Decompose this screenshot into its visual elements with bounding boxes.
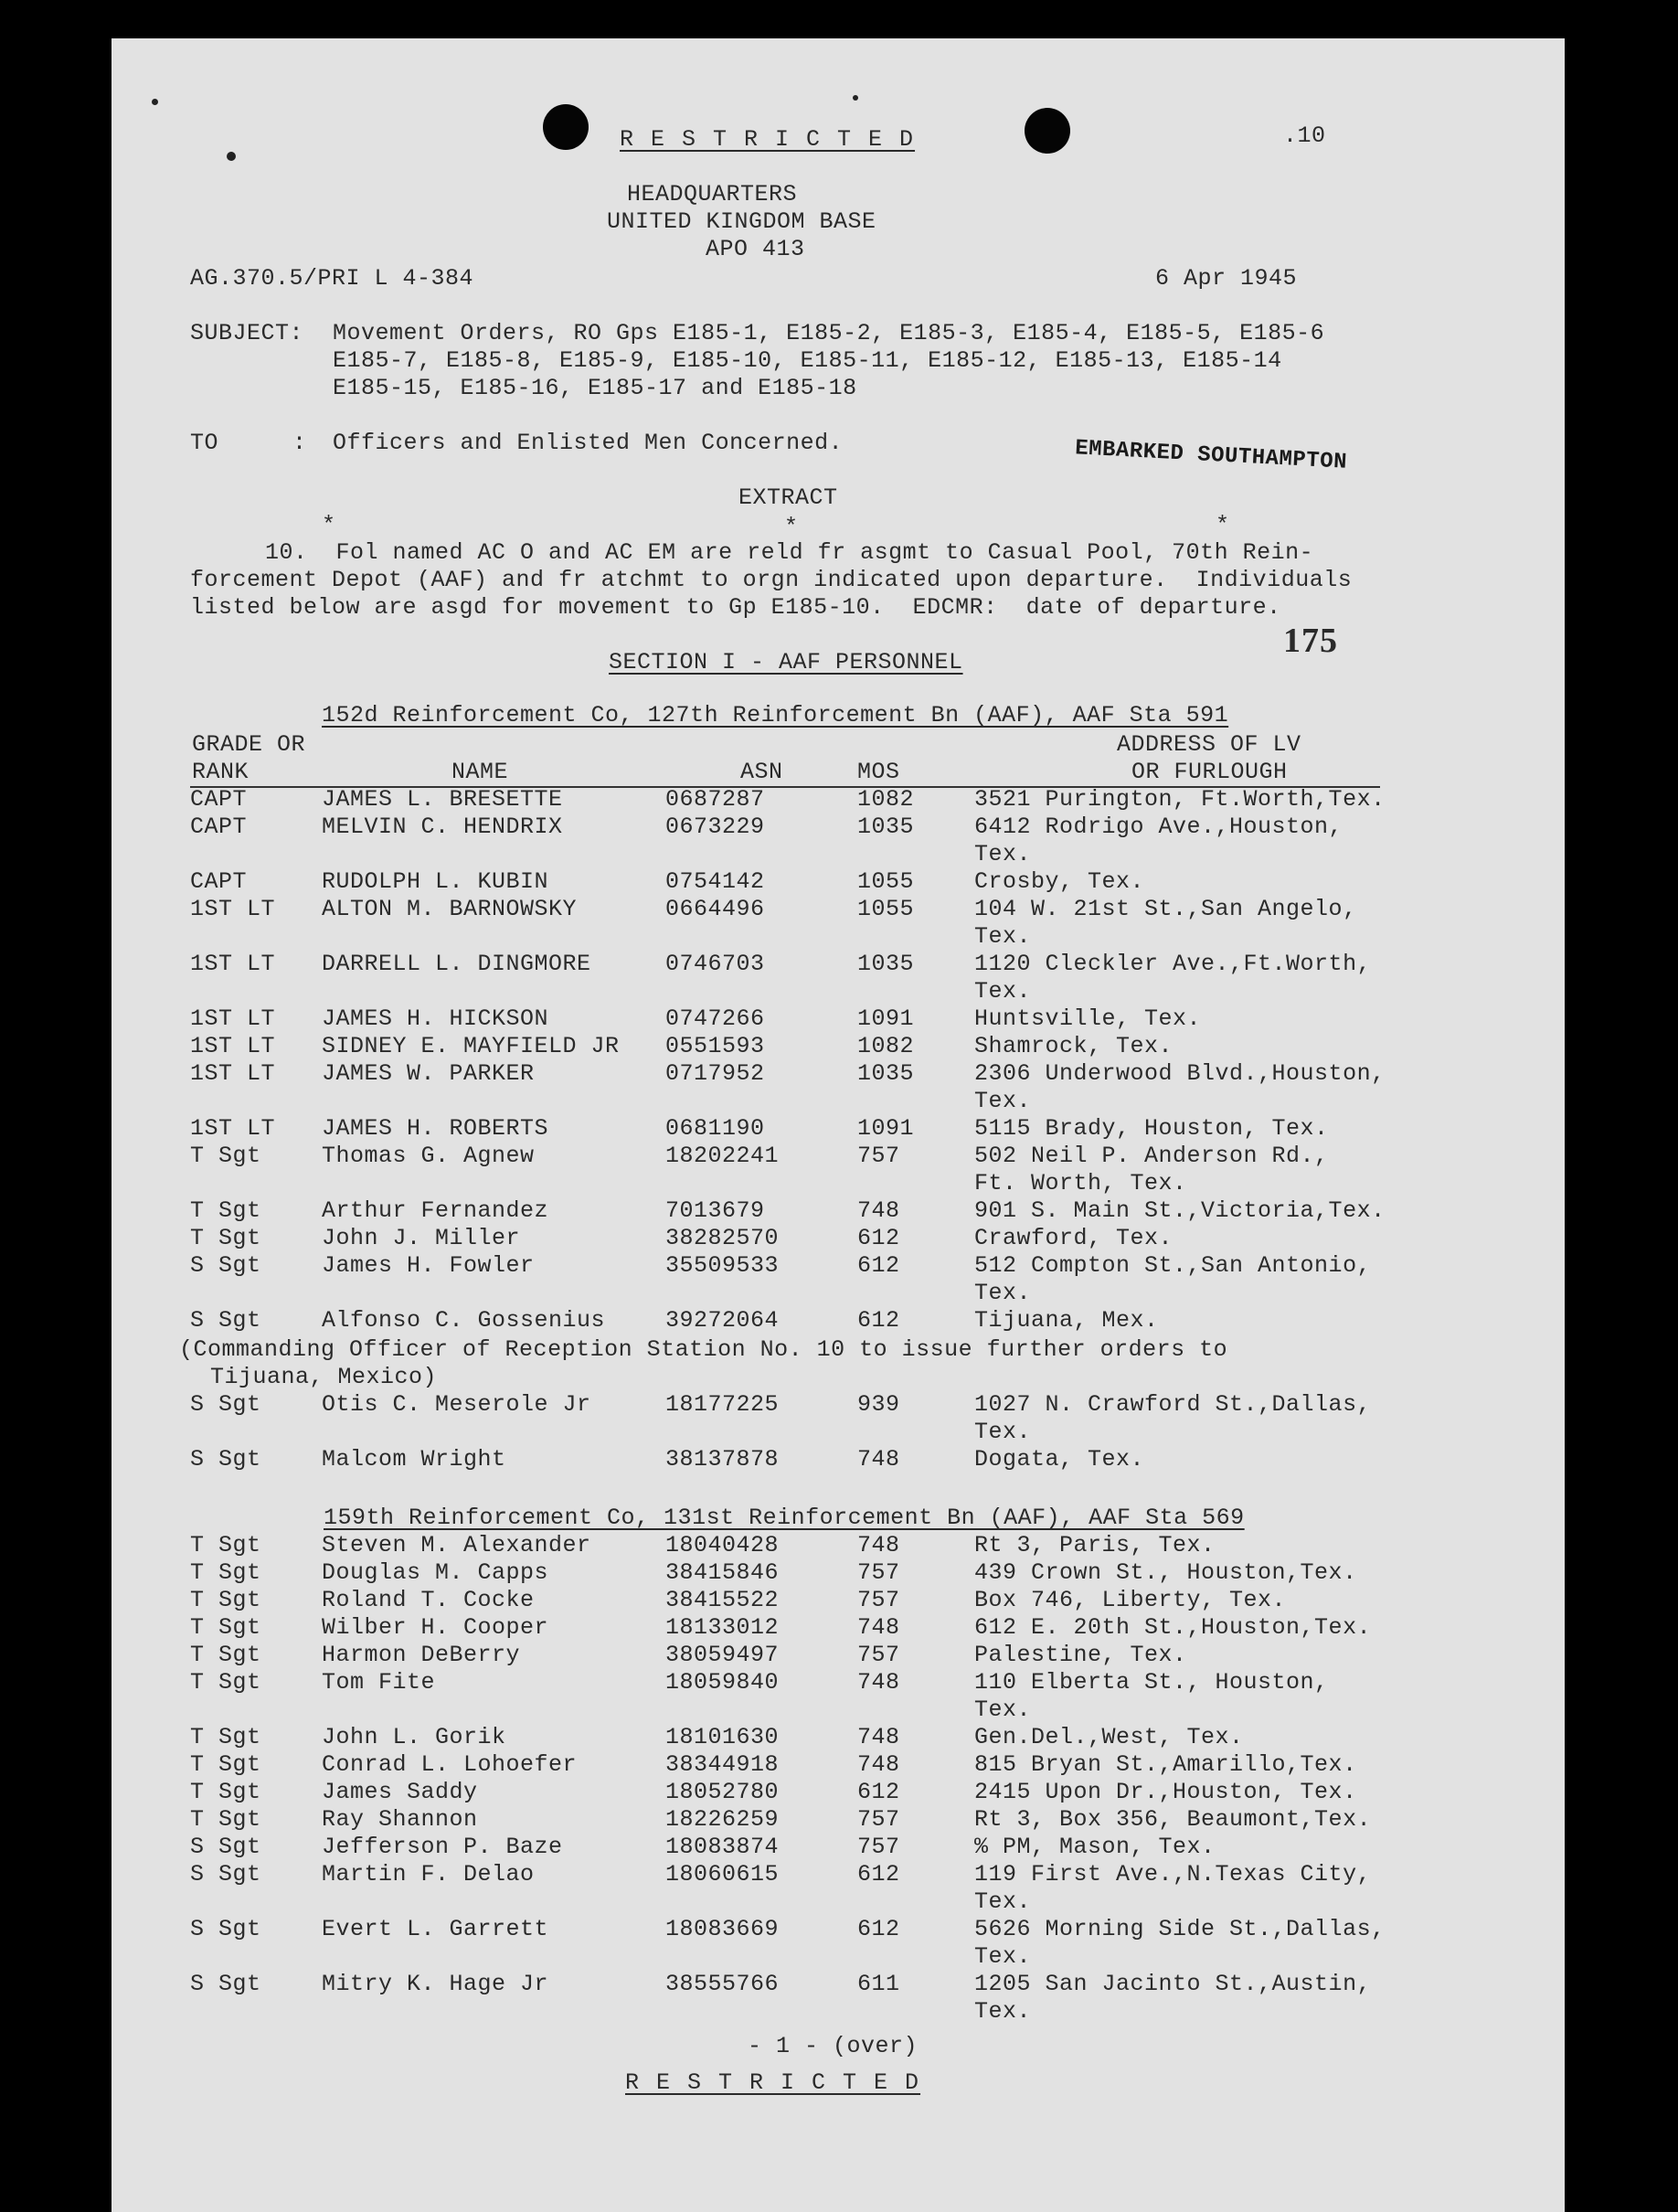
cell-addr-continued: Tex. — [974, 978, 1032, 1005]
subject-line-2: E185-7, E185-8, E185-9, E185-10, E185-11, E185-12, E185-13, E185-14 — [333, 347, 1282, 374]
col-header-address-2: OR FURLOUGH — [1131, 759, 1288, 785]
cell-addr-continued: Tex. — [974, 1998, 1032, 2025]
cell-name: Harmon DeBerry — [322, 1642, 521, 1668]
cell-addr: 439 Crown St., Houston,Tex. — [974, 1559, 1357, 1586]
cell-mos: 748 — [857, 1614, 900, 1641]
cell-asn: 39272064 — [665, 1307, 780, 1334]
cell-mos: 1091 — [857, 1115, 915, 1142]
cell-addr: Shamrock, Tex. — [974, 1033, 1174, 1059]
cell-asn: 0717952 — [665, 1060, 765, 1087]
hq-line-1: HEADQUARTERS — [627, 181, 798, 207]
cell-mos: 748 — [857, 1532, 900, 1558]
cell-addr: Crosby, Tex. — [974, 868, 1145, 895]
cell-name: John L. Gorik — [322, 1724, 506, 1750]
cell-grade: 1ST LT — [190, 1115, 276, 1142]
cell-name: Evert L. Garrett — [322, 1916, 549, 1942]
cell-addr: 1120 Cleckler Ave.,Ft.Worth, — [974, 951, 1372, 977]
note-line-2: Tijuana, Mexico) — [210, 1364, 438, 1390]
cell-mos: 757 — [857, 1642, 900, 1668]
cell-addr-continued: Tex. — [974, 923, 1032, 950]
cell-name: Roland T. Cocke — [322, 1587, 535, 1613]
cell-name: Tom Fite — [322, 1669, 436, 1696]
cell-addr-continued: Ft. Worth, Tex. — [974, 1170, 1187, 1196]
cell-asn: 0681190 — [665, 1115, 765, 1142]
cell-mos: 757 — [857, 1559, 900, 1586]
cell-mos: 748 — [857, 1446, 900, 1473]
unit-heading-1: 152d Reinforcement Co, 127th Reinforcement Bn (AAF), AAF Sta 591 — [322, 702, 1229, 728]
cell-grade: T Sgt — [190, 1532, 261, 1558]
cell-addr: 2306 Underwood Blvd.,Houston, — [974, 1060, 1386, 1087]
cell-asn: 0754142 — [665, 868, 765, 895]
cell-asn: 38555766 — [665, 1971, 780, 1997]
cell-mos: 748 — [857, 1751, 900, 1778]
cell-grade: T Sgt — [190, 1806, 261, 1833]
cell-addr: Palestine, Tex. — [974, 1642, 1187, 1668]
cell-mos: 1035 — [857, 814, 915, 840]
cell-asn: 0746703 — [665, 951, 765, 977]
document-date: 6 Apr 1945 — [1155, 265, 1298, 292]
col-header-mos: MOS — [857, 759, 900, 785]
cell-asn: 0664496 — [665, 896, 765, 922]
cell-addr-continued: Tex. — [974, 1419, 1032, 1445]
hq-line-2: UNITED KINGDOM BASE — [607, 208, 876, 235]
cell-name: James Saddy — [322, 1779, 478, 1805]
cell-addr: 2415 Upon Dr.,Houston, Tex. — [974, 1779, 1357, 1805]
cell-name: James H. Fowler — [322, 1252, 535, 1279]
cell-mos: 748 — [857, 1197, 900, 1224]
cell-addr: 512 Compton St.,San Antonio, — [974, 1252, 1372, 1279]
cell-asn: 38059497 — [665, 1642, 780, 1668]
cell-mos: 612 — [857, 1916, 900, 1942]
cell-asn: 18202241 — [665, 1143, 780, 1169]
restricted-top: R E S T R I C T E D — [620, 126, 916, 153]
unit-heading-2: 159th Reinforcement Co, 131st Reinforcement Bn (AAF), AAF Sta 569 — [324, 1505, 1245, 1531]
cell-name: Conrad L. Lohoefer — [322, 1751, 578, 1778]
cell-grade: 1ST LT — [190, 1060, 276, 1087]
cell-mos: 612 — [857, 1779, 900, 1805]
cell-grade: T Sgt — [190, 1669, 261, 1696]
col-header-grade-1: GRADE OR — [192, 731, 306, 758]
cell-asn: 18040428 — [665, 1532, 780, 1558]
col-header-name: NAME — [451, 759, 509, 785]
cell-asn: 0687287 — [665, 786, 765, 813]
asterisk-2: * — [784, 514, 799, 540]
cell-name: JAMES L. BRESETTE — [322, 786, 563, 813]
cell-grade: CAPT — [190, 814, 248, 840]
cell-addr-continued: Tex. — [974, 841, 1032, 867]
cell-asn: 38137878 — [665, 1446, 780, 1473]
cell-grade: S Sgt — [190, 1834, 261, 1860]
cell-name: John J. Miller — [322, 1225, 521, 1251]
to-text: Officers and Enlisted Men Concerned. — [333, 430, 844, 456]
cell-addr: Box 746, Liberty, Tex. — [974, 1587, 1287, 1613]
cell-grade: T Sgt — [190, 1614, 261, 1641]
cell-addr: Dogata, Tex. — [974, 1446, 1145, 1473]
cell-name: Mitry K. Hage Jr — [322, 1971, 549, 1997]
cell-name: JAMES H. HICKSON — [322, 1005, 549, 1032]
page-footer: - 1 - (over) — [748, 2033, 919, 2059]
subject-line-3: E185-15, E185-16, E185-17 and E185-18 — [333, 375, 857, 401]
cell-name: Jefferson P. Baze — [322, 1834, 563, 1860]
extract-heading: EXTRACT — [738, 484, 838, 511]
cell-asn: 18133012 — [665, 1614, 780, 1641]
cell-asn: 18052780 — [665, 1779, 780, 1805]
cell-asn: 18101630 — [665, 1724, 780, 1750]
cell-grade: CAPT — [190, 786, 248, 813]
cell-mos: 1035 — [857, 1060, 915, 1087]
cell-grade: T Sgt — [190, 1724, 261, 1750]
col-header-address-1: ADDRESS OF LV — [1117, 731, 1301, 758]
para-line-2: forcement Depot (AAF) and fr atchmt to orgn indicated upon departure. Individuals — [190, 567, 1353, 593]
cell-asn: 18083874 — [665, 1834, 780, 1860]
hq-line-3: APO 413 — [706, 236, 805, 262]
subject-line-1: Movement Orders, RO Gps E185-1, E185-2, E185-3, E185-4, E185-5, E185-6 — [333, 320, 1325, 346]
cell-addr: 3521 Purington, Ft.Worth,Tex. — [974, 786, 1386, 813]
to-colon: : — [292, 430, 307, 456]
cell-addr: Huntsville, Tex. — [974, 1005, 1202, 1032]
cell-mos: 757 — [857, 1834, 900, 1860]
cell-name: Wilber H. Cooper — [322, 1614, 549, 1641]
cell-asn: 18177225 — [665, 1391, 780, 1418]
cell-addr: 1205 San Jacinto St.,Austin, — [974, 1971, 1372, 1997]
cell-grade: S Sgt — [190, 1446, 261, 1473]
cell-name: RUDOLPH L. KUBIN — [322, 868, 549, 895]
col-header-asn: ASN — [740, 759, 783, 785]
cell-asn: 35509533 — [665, 1252, 780, 1279]
cell-grade: S Sgt — [190, 1252, 261, 1279]
cell-name: Martin F. Delao — [322, 1861, 535, 1888]
cell-mos: 612 — [857, 1307, 900, 1334]
cell-name: SIDNEY E. MAYFIELD JR — [322, 1033, 620, 1059]
cell-grade: CAPT — [190, 868, 248, 895]
cell-mos: 757 — [857, 1143, 900, 1169]
punch-hole-left — [543, 104, 589, 150]
cell-mos: 757 — [857, 1806, 900, 1833]
cell-asn: 0747266 — [665, 1005, 765, 1032]
cell-addr: 502 Neil P. Anderson Rd., — [974, 1143, 1329, 1169]
cell-mos: 1055 — [857, 868, 915, 895]
col-header-grade-2: RANK — [192, 759, 250, 785]
cell-grade: T Sgt — [190, 1587, 261, 1613]
cell-asn: 0551593 — [665, 1033, 765, 1059]
cell-asn: 7013679 — [665, 1197, 765, 1224]
cell-name: JAMES W. PARKER — [322, 1060, 535, 1087]
cell-mos: 612 — [857, 1861, 900, 1888]
cell-addr: Gen.Del.,West, Tex. — [974, 1724, 1244, 1750]
restricted-bottom: R E S T R I C T E D — [625, 2069, 921, 2096]
cell-mos: 1055 — [857, 896, 915, 922]
cell-name: ALTON M. BARNOWSKY — [322, 896, 578, 922]
cell-name: Thomas G. Agnew — [322, 1143, 535, 1169]
speck — [853, 95, 858, 101]
cell-addr: 901 S. Main St.,Victoria,Tex. — [974, 1197, 1386, 1224]
cell-asn: 38415846 — [665, 1559, 780, 1586]
cell-addr-continued: Tex. — [974, 1888, 1032, 1915]
cell-name: Ray Shannon — [322, 1806, 478, 1833]
subject-label: SUBJECT: — [190, 320, 304, 346]
cell-grade: T Sgt — [190, 1779, 261, 1805]
to-label: TO — [190, 430, 219, 456]
cell-mos: 1091 — [857, 1005, 915, 1032]
cell-mos: 1082 — [857, 1033, 915, 1059]
speck — [227, 152, 236, 161]
cell-asn: 18059840 — [665, 1669, 780, 1696]
cell-name: Arthur Fernandez — [322, 1197, 549, 1224]
cell-grade: T Sgt — [190, 1751, 261, 1778]
cell-addr: 5115 Brady, Houston, Tex. — [974, 1115, 1329, 1142]
file-reference: AG.370.5/PRI L 4-384 — [190, 265, 474, 292]
cell-mos: 748 — [857, 1669, 900, 1696]
cell-addr: Crawford, Tex. — [974, 1225, 1174, 1251]
cell-asn: 18226259 — [665, 1806, 780, 1833]
cell-name: Malcom Wright — [322, 1446, 506, 1473]
cell-name: Alfonso C. Gossenius — [322, 1307, 606, 1334]
cell-name: Douglas M. Capps — [322, 1559, 549, 1586]
cell-addr: Tijuana, Mex. — [974, 1307, 1159, 1334]
cell-grade: T Sgt — [190, 1143, 261, 1169]
cell-mos: 611 — [857, 1971, 900, 1997]
para-line-3: listed below are asgd for movement to Gp E185-10. EDCMR: date of departure. — [190, 594, 1281, 621]
cell-grade: T Sgt — [190, 1642, 261, 1668]
cell-addr: 5626 Morning Side St.,Dallas, — [974, 1916, 1386, 1942]
asterisk-1: * — [322, 512, 336, 538]
page-ref: .10 — [1283, 122, 1326, 149]
cell-addr: 6412 Rodrigo Ave.,Houston, — [974, 814, 1343, 840]
cell-addr: 1027 N. Crawford St.,Dallas, — [974, 1391, 1372, 1418]
cell-addr: 612 E. 20th St.,Houston,Tex. — [974, 1614, 1372, 1641]
cell-grade: S Sgt — [190, 1307, 261, 1334]
cell-mos: 612 — [857, 1252, 900, 1279]
cell-name: Steven M. Alexander — [322, 1532, 591, 1558]
cell-grade: S Sgt — [190, 1971, 261, 1997]
cell-addr-continued: Tex. — [974, 1943, 1032, 1970]
cell-grade: T Sgt — [190, 1225, 261, 1251]
cell-addr-continued: Tex. — [974, 1280, 1032, 1306]
section-title: SECTION I - AAF PERSONNEL — [609, 649, 963, 675]
embarked-stamp: EMBARKED SOUTHAMPTON — [1074, 436, 1348, 475]
cell-grade: 1ST LT — [190, 1005, 276, 1032]
cell-asn: 38344918 — [665, 1751, 780, 1778]
cell-asn: 18083669 — [665, 1916, 780, 1942]
cell-addr: % PM, Mason, Tex. — [974, 1834, 1216, 1860]
cell-name: JAMES H. ROBERTS — [322, 1115, 549, 1142]
cell-mos: 612 — [857, 1225, 900, 1251]
cell-name: DARRELL L. DINGMORE — [322, 951, 591, 977]
cell-grade: T Sgt — [190, 1197, 261, 1224]
cell-addr-continued: Tex. — [974, 1696, 1032, 1723]
cell-mos: 748 — [857, 1724, 900, 1750]
cell-addr: Rt 3, Box 356, Beaumont,Tex. — [974, 1806, 1372, 1833]
note-line-1: (Commanding Officer of Reception Station No. 10 to issue further orders to — [179, 1336, 1228, 1363]
cell-grade: T Sgt — [190, 1559, 261, 1586]
cell-grade: 1ST LT — [190, 896, 276, 922]
cell-addr: 119 First Ave.,N.Texas City, — [974, 1861, 1372, 1888]
cell-mos: 1082 — [857, 786, 915, 813]
cell-grade: S Sgt — [190, 1916, 261, 1942]
cell-asn: 18060615 — [665, 1861, 780, 1888]
cell-mos: 1035 — [857, 951, 915, 977]
cell-addr: Rt 3, Paris, Tex. — [974, 1532, 1216, 1558]
cell-asn: 0673229 — [665, 814, 765, 840]
cell-grade: 1ST LT — [190, 951, 276, 977]
cell-name: Otis C. Meserole Jr — [322, 1391, 591, 1418]
cell-asn: 38282570 — [665, 1225, 780, 1251]
para-line-1: 10. Fol named AC O and AC EM are reld fr asgmt to Casual Pool, 70th Rein- — [265, 539, 1314, 566]
cell-addr: 104 W. 21st St.,San Angelo, — [974, 896, 1357, 922]
cell-mos: 757 — [857, 1587, 900, 1613]
cell-addr: 815 Bryan St.,Amarillo,Tex. — [974, 1751, 1357, 1778]
cell-mos: 939 — [857, 1391, 900, 1418]
cell-name: MELVIN C. HENDRIX — [322, 814, 563, 840]
speck — [152, 99, 158, 105]
page-number-stamp: 175 — [1283, 622, 1338, 660]
cell-grade: 1ST LT — [190, 1033, 276, 1059]
cell-grade: S Sgt — [190, 1391, 261, 1418]
cell-grade: S Sgt — [190, 1861, 261, 1888]
asterisk-3: * — [1216, 512, 1230, 538]
cell-asn: 38415522 — [665, 1587, 780, 1613]
cell-addr-continued: Tex. — [974, 1088, 1032, 1114]
punch-hole-right — [1025, 108, 1070, 154]
cell-addr: 110 Elberta St., Houston, — [974, 1669, 1329, 1696]
